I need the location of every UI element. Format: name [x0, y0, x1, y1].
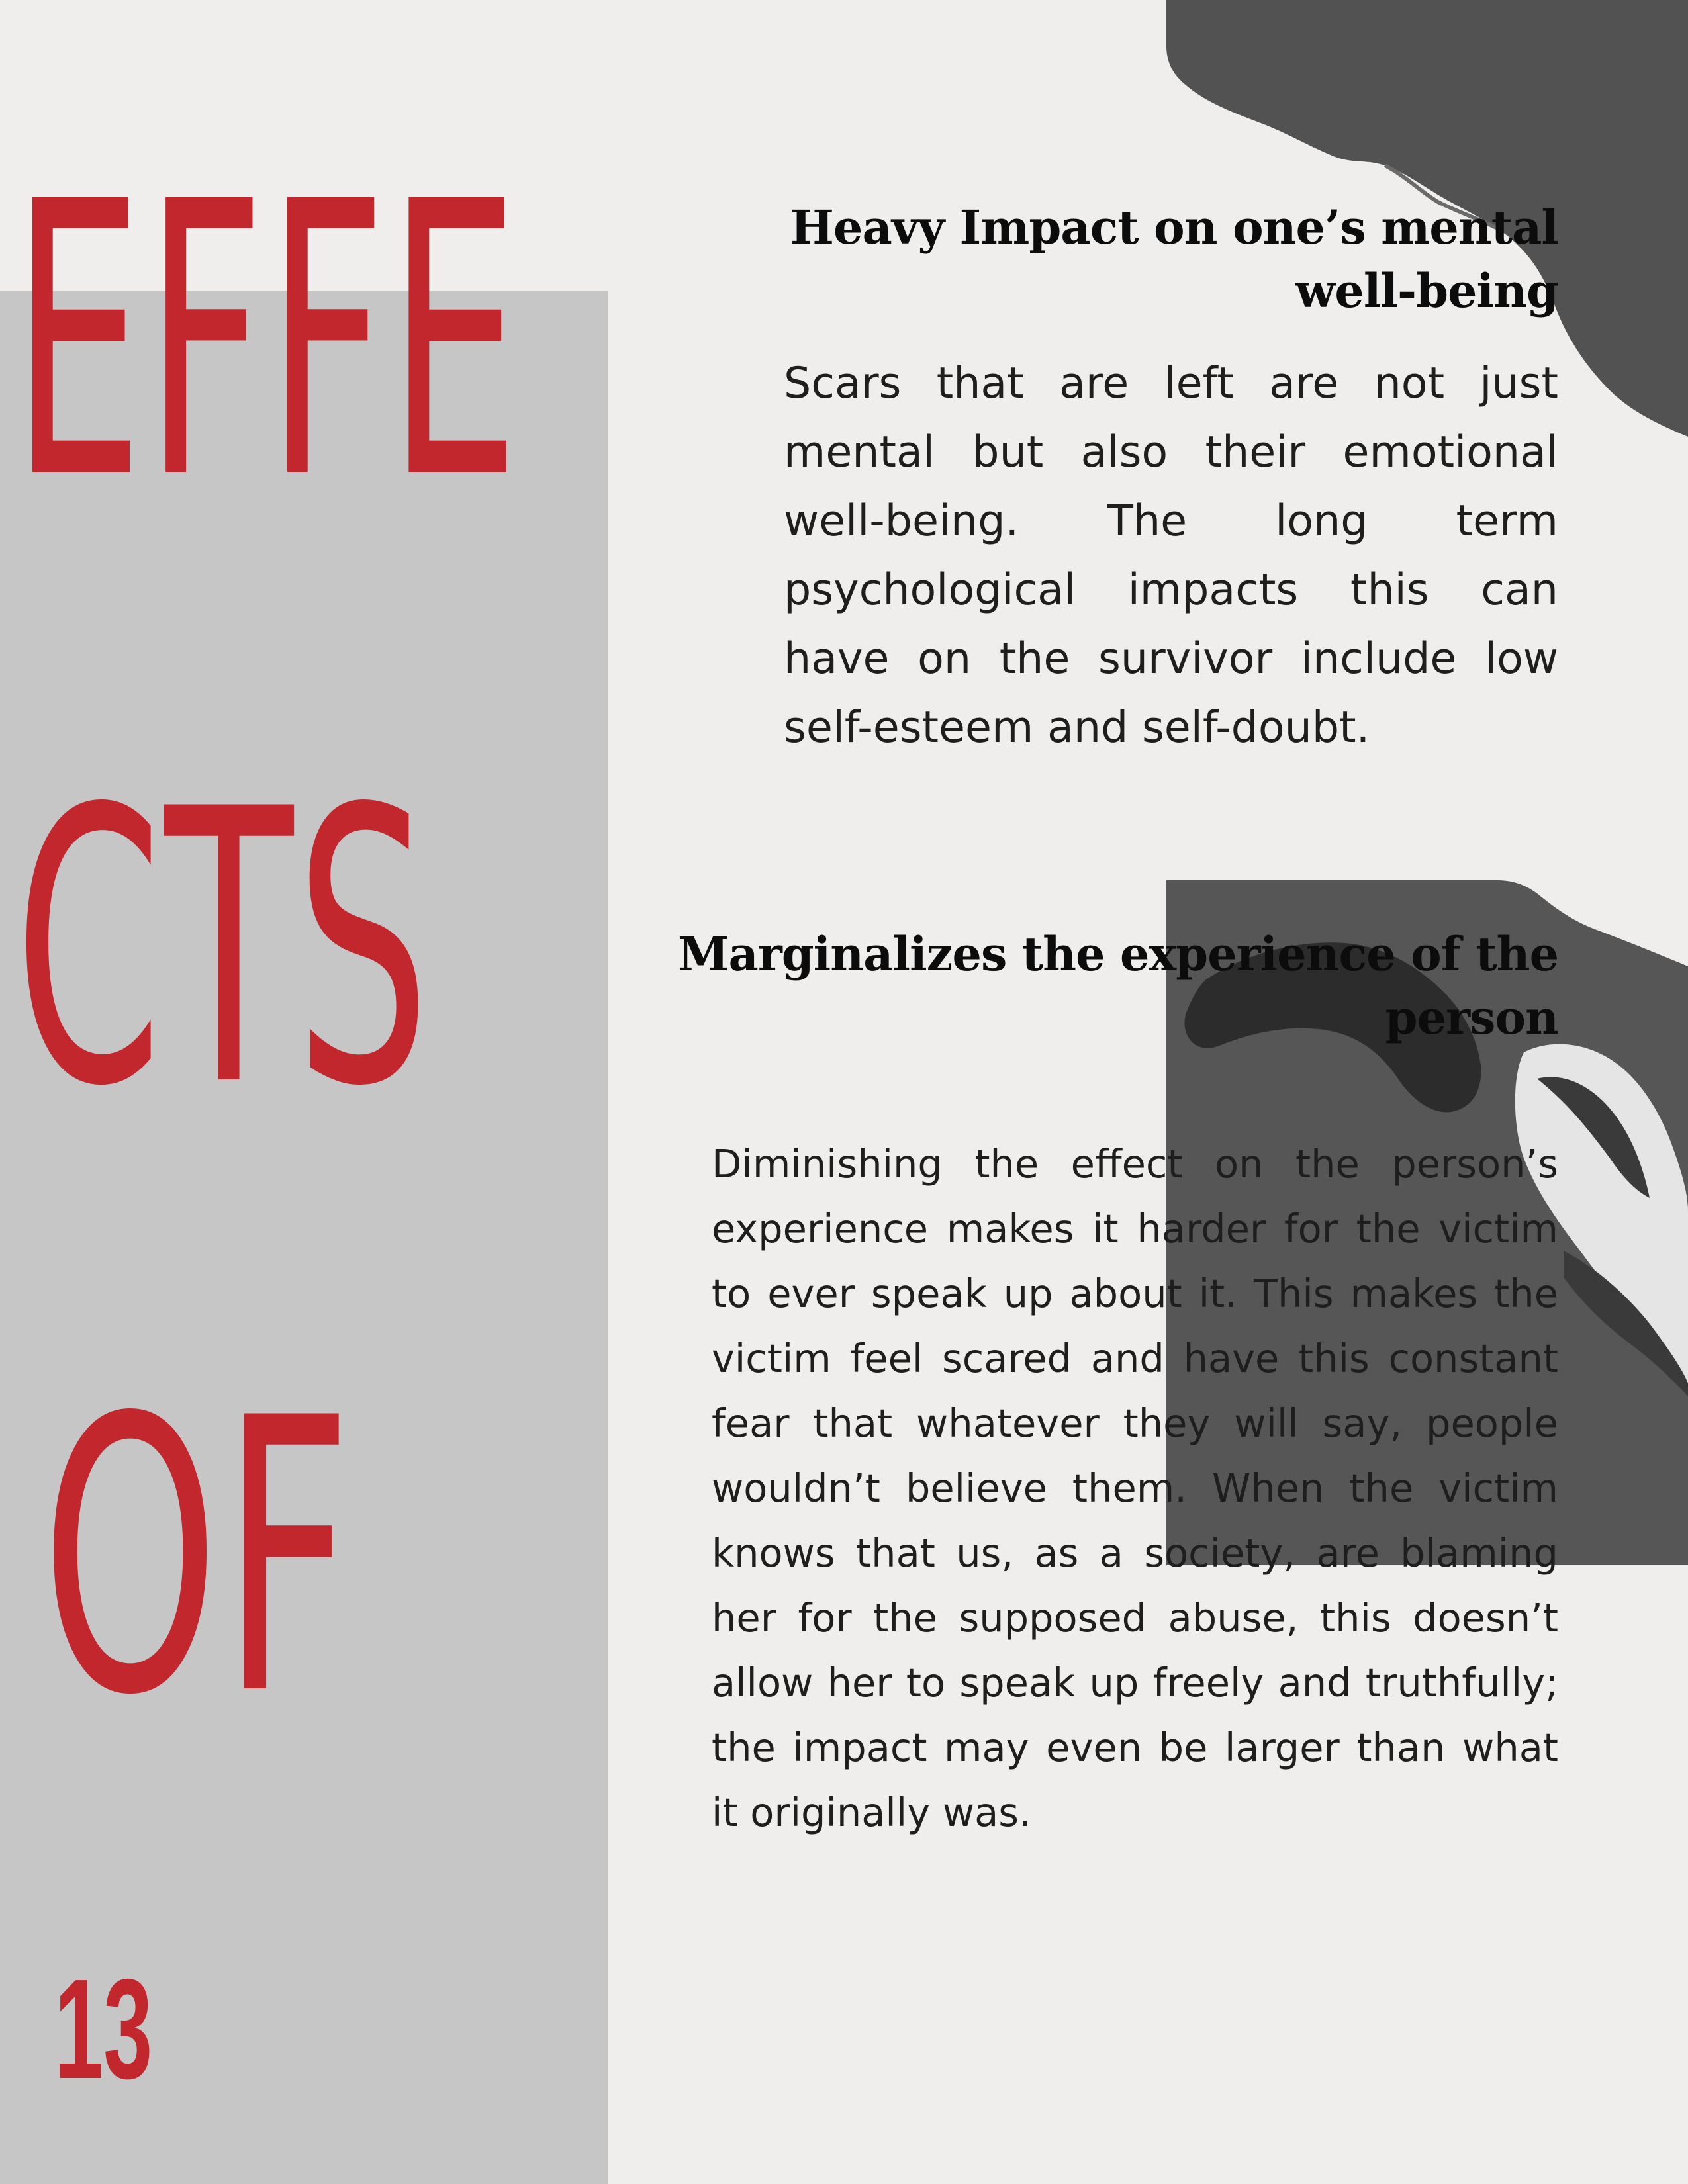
- section-heading-mental-wellbeing: Heavy Impact on one’s mental well-being: [790, 200, 1558, 318]
- section-body-mental-wellbeing: Scars that are left are not just mental but also their emotional well-being. The long term psychological impacts this can have on the survivor include low self-esteem and self-doubt.: [784, 359, 1558, 752]
- section-body-marginalizes: Diminishing the effect on the person’s experience makes it harder for the victim to ever speak up about it. This makes the victim feel scared and have this constant fear that whatever they will say, people wouldn’t believe them. When the victim knows that us, as a society, are blaming her for the supposed abuse, this doesn’t allow her to speak up freely and truthfully; the impact may even be larger than what it originally was.: [712, 1141, 1558, 1835]
- section-heading-marginalizes: Marginalizes the experience of the person: [677, 927, 1558, 1045]
- gray-background-panel: [0, 291, 608, 2184]
- page-number: 13: [54, 1949, 153, 2109]
- title-line-effe: EFFE: [12, 122, 522, 561]
- title-line-cts: CTS: [15, 730, 432, 1169]
- title-line-of: OF: [41, 1339, 355, 1778]
